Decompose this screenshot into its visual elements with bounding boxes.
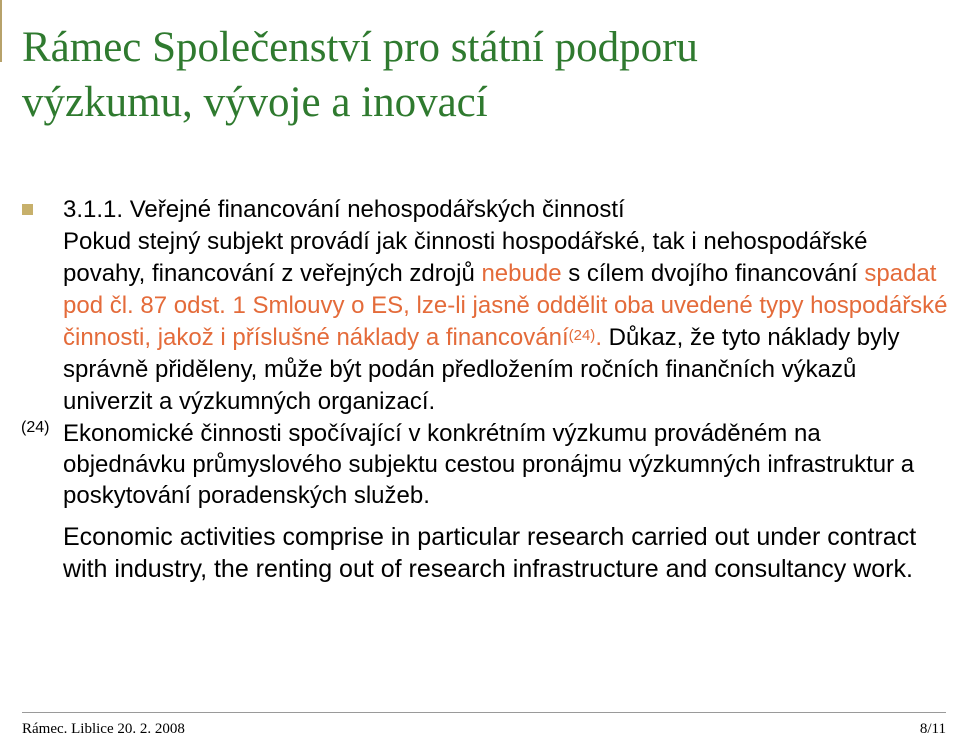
footnote: [21, 418, 948, 511]
paragraph-part-a: Pokud stejný subjekt provádí jak činnosti hospodářské, tak i nehospodářské povahy, financování z veřejných zdrojů: [63, 228, 868, 287]
highlight-article-87: spadat pod čl. 87 odst. 1 Smlouvy o ES, lze-li jasně oddělit oba uvedené typy hospodářské činnosti, jakož i příslušné náklady a financování: [63, 260, 948, 351]
footnote-reference: (24): [568, 327, 596, 344]
section-body: [63, 194, 948, 418]
paragraph-part-c: Důkaz, že tyto náklady byly správně přiděleny, může být podán předložením ročních finančních výkazů univerzit a výzkumných organizací.: [63, 324, 900, 415]
footer-title: Rámec. Liblice 20. 2. 2008: [22, 721, 185, 737]
highlight-period: .: [595, 324, 602, 351]
footer-divider: [22, 712, 946, 713]
paragraph-part-b: s cílem dvojího financování: [561, 260, 865, 287]
title-accent-bar: [0, 0, 2, 62]
slide-title: [22, 20, 942, 130]
highlight-nebude: nebude: [481, 260, 562, 287]
page-number: 8/11: [919, 721, 946, 737]
footnote-marker: (24): [21, 419, 50, 436]
bullet-square-icon: [22, 204, 33, 215]
slide-content: [0, 194, 960, 585]
title-line-2: výzkumu, vývoje a inovací: [22, 79, 488, 126]
title-line-1: Rámec Společenství pro státní podporu: [22, 24, 698, 71]
section-paragraph: [63, 226, 948, 418]
footnote-text: Ekonomické činnosti spočívající v konkrétním výzkumu prováděném na objednávku průmyslového subjektu cestou pronájmu výzkumných infrastruktur a poskytování poradenských služeb.: [63, 420, 915, 509]
section-heading: 3.1.1. Veřejné financování nehospodářských činností: [63, 196, 625, 223]
english-translation: Economic activities comprise in particular research carried out under contract with industry, the renting out of research infrastructure and consultancy work.: [63, 523, 917, 583]
